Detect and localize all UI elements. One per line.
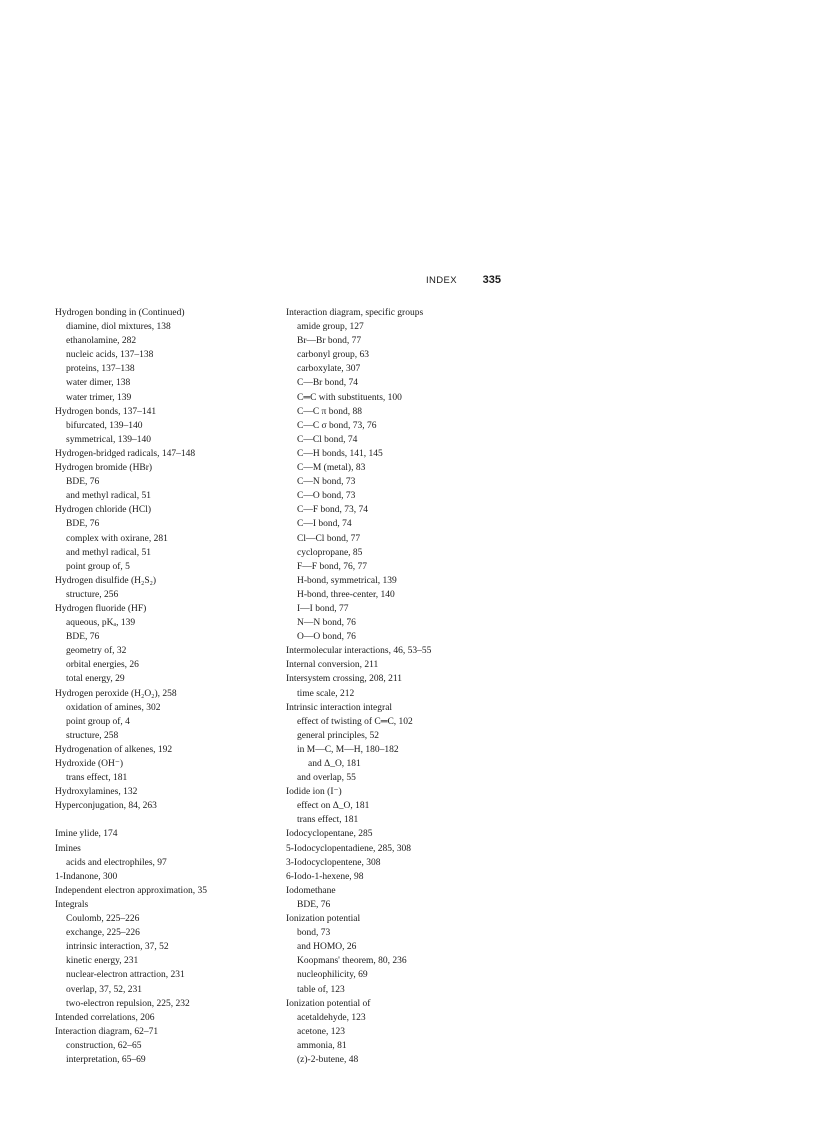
index-subentry: bifurcated, 139–140 bbox=[66, 420, 143, 431]
index-subentry: C—M (metal), 83 bbox=[297, 463, 366, 474]
index-entry: Intended correlations, 206 bbox=[55, 1012, 155, 1023]
index-subentry: carboxylate, 307 bbox=[297, 364, 361, 375]
index-entry: Hydrogen bonding in (Continued) bbox=[55, 308, 185, 318]
page-number: 335 bbox=[482, 274, 501, 286]
index-subentry: H-bond, symmetrical, 139 bbox=[297, 575, 397, 586]
index-subentry: and overlap, 55 bbox=[297, 773, 356, 784]
index-subentry: cyclopropane, 85 bbox=[297, 547, 363, 558]
index-subentry: trans effect, 181 bbox=[66, 773, 128, 784]
index-column-left bbox=[55, 306, 285, 1067]
index-entry: Intersystem crossing, 208, 211 bbox=[286, 674, 403, 685]
index-subentry: BDE, 76 bbox=[297, 899, 331, 910]
index-subentry: point group of, 5 bbox=[66, 561, 130, 572]
index-subentry: C—I bond, 74 bbox=[297, 519, 352, 530]
index-entry: Hydrogen bonds, 137–141 bbox=[55, 406, 157, 417]
index-entry: Iodocyclopentane, 285 bbox=[286, 829, 373, 840]
index-subentry: aqueous, pKₐ, 139 bbox=[66, 618, 136, 629]
index-subentry: interpretation, 65–69 bbox=[66, 1054, 146, 1065]
index-subentry: nucleophilicity, 69 bbox=[297, 970, 368, 981]
index-subentry: oxidation of amines, 302 bbox=[66, 702, 161, 713]
index-subentry: and Δ_O, 181 bbox=[308, 759, 361, 769]
index-subentry: F—F bond, 76, 77 bbox=[297, 561, 367, 572]
index-subentry: orbital energies, 26 bbox=[66, 660, 139, 671]
index-subentry: nucleic acids, 137–138 bbox=[66, 350, 154, 361]
index-subentry: trans effect, 181 bbox=[297, 815, 359, 826]
index-subentry: and methyl radical, 51 bbox=[66, 547, 151, 558]
index-entry: Imines bbox=[55, 843, 81, 854]
index-subentry: amide group, 127 bbox=[297, 322, 364, 333]
index-entry: Hydrogen fluoride (HF) bbox=[55, 603, 147, 614]
index-subentry: and HOMO, 26 bbox=[297, 942, 357, 953]
index-entry: Interaction diagram, 62–71 bbox=[55, 1026, 159, 1037]
index-subentry: effect of twisting of C═C, 102 bbox=[297, 716, 413, 727]
index-subentry: structure, 256 bbox=[66, 589, 119, 600]
index-subentry: ammonia, 81 bbox=[297, 1040, 347, 1051]
index-column-right bbox=[286, 306, 516, 1067]
page-header bbox=[0, 275, 501, 289]
index-entry: Hydrogenation of alkenes, 192 bbox=[55, 744, 173, 755]
index-subentry: acetaldehyde, 123 bbox=[297, 1012, 366, 1023]
index-subentry: BDE, 76 bbox=[66, 477, 100, 488]
index-subentry: ethanolamine, 282 bbox=[66, 336, 137, 347]
index-entry: Ionization potential of bbox=[286, 998, 371, 1009]
index-subentry: total energy, 29 bbox=[66, 674, 125, 685]
index-subentry: Koopmans' theorem, 80, 236 bbox=[297, 956, 407, 967]
index-entry: Independent electron approximation, 35 bbox=[55, 885, 207, 896]
index-entry: 5-Iodocyclopentadiene, 285, 308 bbox=[286, 843, 412, 854]
index-subentry: in M—C, M—H, 180–182 bbox=[297, 744, 399, 755]
index-subentry: bond, 73 bbox=[297, 928, 331, 939]
index-subentry: (z)-2-butene, 48 bbox=[297, 1054, 359, 1065]
index-subentry: C—Br bond, 74 bbox=[297, 378, 358, 389]
index-entry: Hydrogen bromide (HBr) bbox=[55, 463, 153, 474]
index-subentry: C—Cl bond, 74 bbox=[297, 434, 358, 445]
index-subentry: exchange, 225–226 bbox=[66, 928, 140, 939]
index-subentry: general principles, 52 bbox=[297, 730, 380, 741]
index-subentry: H-bond, three-center, 140 bbox=[297, 589, 395, 600]
index-subentry: diamine, diol mixtures, 138 bbox=[66, 322, 171, 333]
index-entry: Interaction diagram, specific groups bbox=[286, 308, 424, 318]
index-subentry: BDE, 76 bbox=[66, 519, 100, 530]
index-subentry: acetone, 123 bbox=[297, 1026, 346, 1037]
index-entry: Iodide ion (I⁻) bbox=[286, 787, 342, 798]
index-subentry: C—O bond, 73 bbox=[297, 491, 356, 502]
index-entry: 1-Indanone, 300 bbox=[55, 871, 118, 882]
index-subentry: kinetic energy, 231 bbox=[66, 956, 139, 967]
index-subentry: Cl—Cl bond, 77 bbox=[297, 533, 361, 544]
index-subentry: BDE, 76 bbox=[66, 632, 100, 643]
index-subentry: nuclear-electron attraction, 231 bbox=[66, 970, 185, 981]
index-subentry: geometry of, 32 bbox=[66, 646, 127, 657]
index-entry: Hydrogen chloride (HCl) bbox=[55, 505, 152, 516]
index-entry: Intermolecular interactions, 46, 53–55 bbox=[286, 646, 432, 657]
index-subentry: C—C π bond, 88 bbox=[297, 406, 362, 417]
index-subentry: proteins, 137–138 bbox=[66, 364, 135, 375]
index-subentry: C—H bonds, 141, 145 bbox=[297, 448, 383, 459]
index-subentry: effect on Δ_O, 181 bbox=[297, 801, 370, 812]
index-subentry: time scale, 212 bbox=[297, 688, 355, 699]
index-subentry: carbonyl group, 63 bbox=[297, 350, 370, 361]
index-entry: Hydrogen-bridged radicals, 147–148 bbox=[55, 448, 196, 459]
index-subentry: N—N bond, 76 bbox=[297, 618, 356, 629]
index-entry: Integrals bbox=[55, 899, 89, 910]
index-entry: Intrinsic interaction integral bbox=[286, 702, 393, 713]
index-entry: Iodomethane bbox=[286, 885, 336, 896]
index-subentry: C—F bond, 73, 74 bbox=[297, 505, 368, 516]
index-subentry: intrinsic interaction, 37, 52 bbox=[66, 942, 169, 953]
index-entry: Hydroxide (OH⁻) bbox=[55, 759, 124, 769]
index-subentry: I—I bond, 77 bbox=[297, 603, 349, 614]
index-subentry: point group of, 4 bbox=[66, 716, 130, 727]
index-entry: Hyperconjugation, 84, 263 bbox=[55, 801, 157, 812]
index-subentry: complex with oxirane, 281 bbox=[66, 533, 168, 544]
index-entry: Hydrogen disulfide (H₂S₂) bbox=[55, 575, 157, 586]
index-subentry: symmetrical, 139–140 bbox=[66, 434, 151, 445]
index-subentry: construction, 62–65 bbox=[66, 1040, 142, 1051]
index-entry: Imine ylide, 174 bbox=[55, 829, 118, 840]
index-subentry: table of, 123 bbox=[297, 984, 345, 995]
index-subentry: O—O bond, 76 bbox=[297, 632, 356, 643]
index-subentry: C—C σ bond, 73, 76 bbox=[297, 420, 377, 431]
index-subentry: two-electron repulsion, 225, 232 bbox=[66, 998, 190, 1009]
index-subentry: water trimer, 139 bbox=[66, 392, 132, 403]
index-entry: Internal conversion, 211 bbox=[286, 660, 379, 671]
section-gap bbox=[55, 813, 285, 827]
index-subentry: C—N bond, 73 bbox=[297, 477, 356, 488]
index-subentry: overlap, 37, 52, 231 bbox=[66, 984, 142, 995]
index-entry: Hydrogen peroxide (H₂O₂), 258 bbox=[55, 688, 177, 699]
index-entry: 3-Iodocyclopentene, 308 bbox=[286, 857, 381, 868]
index-subentry: water dimer, 138 bbox=[66, 378, 131, 389]
running-head: INDEX bbox=[425, 275, 457, 286]
index-subentry: and methyl radical, 51 bbox=[66, 491, 151, 502]
index-entry: 6-Iodo-1-hexene, 98 bbox=[286, 871, 364, 882]
index-subentry: C═C with substituents, 100 bbox=[297, 392, 402, 403]
index-subentry: structure, 258 bbox=[66, 730, 119, 741]
index-subentry: Br—Br bond, 77 bbox=[297, 336, 362, 347]
index-entry: Ionization potential bbox=[286, 914, 361, 925]
index-entry: Hydroxylamines, 132 bbox=[55, 787, 138, 798]
index-subentry: acids and electrophiles, 97 bbox=[66, 857, 167, 868]
index-subentry: Coulomb, 225–226 bbox=[66, 914, 140, 925]
